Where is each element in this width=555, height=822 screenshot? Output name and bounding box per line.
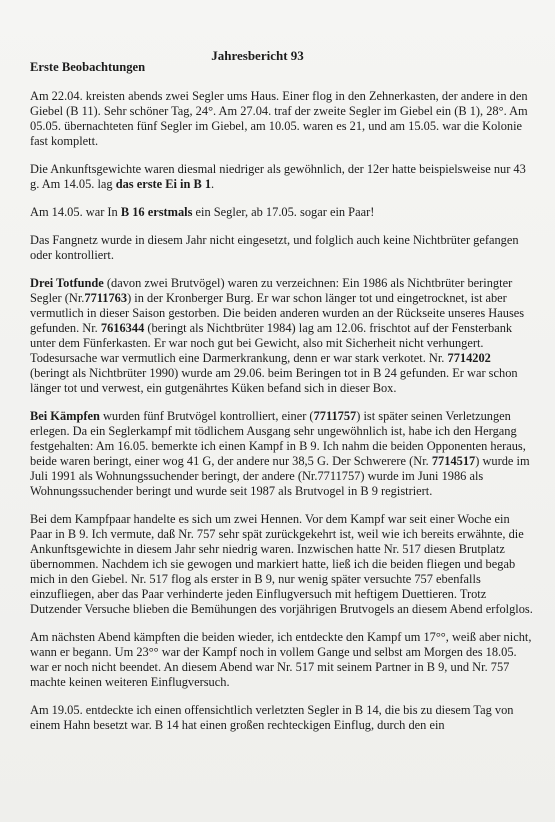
report-title <box>0 48 555 63</box>
paragraph-fight-pair: Bei dem Kampfpaar handelte es sich um zwei Hennen. Vor dem Kampf war seit einer Woche ein Paar in B 9. Ich vermute, daß Nr. 757 sehr spät zurückgekehrt ist, weil wie ich bereits erwähnte, die Ankunftsgewichte in diesem Jahr sehr niedrig waren. Inzwischen hatte Nr. 517 diesen Brutplatz übernommen. Nachdem ich sie gewogen und markiert hatte, ließ ich die beiden fliegen und begab mich in den Giebel. Nr. 517 flog als erster in B 9, nur wenig später versuchte 757 ebenfalls einzufliegen, aber das Paar verhinderte jeden Einflugversuch mit heftigem Duettieren. Trotz Dutzender Versuche blieben die Bemühungen des vorjährigen Brutvogels an diesem Abend erfolglos. <box>30 512 533 616</box>
paragraph-arrival-weights <box>30 162 533 192</box>
bold-dead-finds: Drei Totfunde <box>30 276 104 290</box>
paragraph-injured-b14: Am 19.05. entdeckte ich einen offensichtlich verletzten Segler in B 14, die bis zu diesem Tag von einem Hahn besetzt war. B 14 hat einen großen rechteckigen Einflug, durch den ein <box>30 703 514 732</box>
text: Am 14.05. war In <box>30 205 121 219</box>
paragraph-first-arrivals: Am 22.04. kreisten abends zwei Segler ums Haus. Einer flog in den Zehnerkasten, der andere in den Giebel (B 11). Sehr schöner Tag, 24°. Am 27.04. traf der zweite Segler im Giebel ein (B 1), 28°. Am 05.05. übernachteten fünf Segler im Giebel, am 10.05. waren es 21, und am 15.05. war die Kolonie fast komplett. <box>30 89 528 148</box>
text: (beringt als Nichtbrüter 1990) wurde am 29.06. beim Beringen tot in B 24 gefunden. Er war schon länger tot und verwest, ein gutgenährtes Küken befand sich in dieser Box. <box>30 366 518 395</box>
ring-number: 7714517 <box>431 454 476 468</box>
text: (beringt als Nichtbrüter 1984) lag am 12.06. frischtot auf der Fensterbank unter dem Fünferkasten. Er war noch gut bei Gewicht, also mit Sicherheit nicht verhungert. Todesursache war vermutlich eine Darmerkrankung, denn er war stark verkotet. Nr. <box>30 321 513 365</box>
paragraph-fights <box>30 409 533 499</box>
text: Die Ankunftsgewichte waren diesmal niedriger als gewöhnlich, der 12er hatte beispielsweise nur 43 g. Am 14.05. lag <box>30 162 526 191</box>
text: ) in der Kronberger Burg. Er war schon länger tot und eingetrocknet, ist aber vermutlich in dieser Saison gestorben. Die beiden anderen wurden an der Rückseite unseres Hauses gefunden. Nr. <box>30 291 525 335</box>
section-heading: Erste Beobachtungen <box>30 60 146 74</box>
ring-number: 7711763 <box>84 291 128 305</box>
text: ) ist später seinen Verletzungen erlegen. Da ein Seglerkampf mit tödlichem Ausgang sehr ungewöhnlich ist, habe ich den Hergang festgehalten: Am 16.05. bemerkte ich einen Kampf in B 9. Ich nahm die beiden Opponenten heraus, beide waren beringt, einer wog 41 G, der andere nur 38,5 G. Der Schwerere (Nr. <box>30 409 526 468</box>
bold-first-egg: das erste Ei in B 1 <box>115 177 212 191</box>
paragraph-next-evening: Am nächsten Abend kämpften die beiden wieder, ich entdeckte den Kampf um 17°°, weiß aber nicht, wann er begann. Um 23°° war der Kampf noch in vollem Gange und selbst am Morgen des 18.05. war er noch nicht beendet. An diesem Abend war Nr. 517 mit seinem Partner in B 9, und Nr. 757 machte keinen weiteren Einflugversuch. <box>30 630 532 689</box>
paragraph-b16 <box>30 205 533 220</box>
text: . <box>211 177 215 191</box>
ring-number: 7711757 <box>313 409 357 423</box>
ring-number: 7616344 <box>100 321 145 335</box>
report-title-text: Jahresbericht 93 <box>211 48 304 63</box>
bold-b16-first: B 16 erstmals <box>120 205 193 219</box>
ring-number: 7714202 <box>447 351 491 365</box>
text: ein Segler, ab 17.05. sogar ein Paar! <box>192 205 375 219</box>
paragraph-catch-net: Das Fangnetz wurde in diesem Jahr nicht eingesetzt, und folglich auch keine Nichtbrüter gefangen oder kontrolliert. <box>30 233 519 262</box>
text: ) wurde im Juli 1991 als Wohnungssuchender beringt, der andere (Nr.7711757) wurde im Juni 1986 als Wohnungssuchender beringt und wurde seit 1987 als Brutvogel in B 9 registriert. <box>30 454 530 498</box>
text: wurden fünf Brutvögel kontrolliert, einer ( <box>99 409 314 423</box>
bold-fights: Bei Kämpfen <box>30 409 100 423</box>
paragraph-dead-finds <box>30 276 533 396</box>
text: (davon zwei Brutvögel) waren zu verzeichnen: Ein 1986 als Nichtbrüter beringter Segler (Nr. <box>30 276 513 305</box>
